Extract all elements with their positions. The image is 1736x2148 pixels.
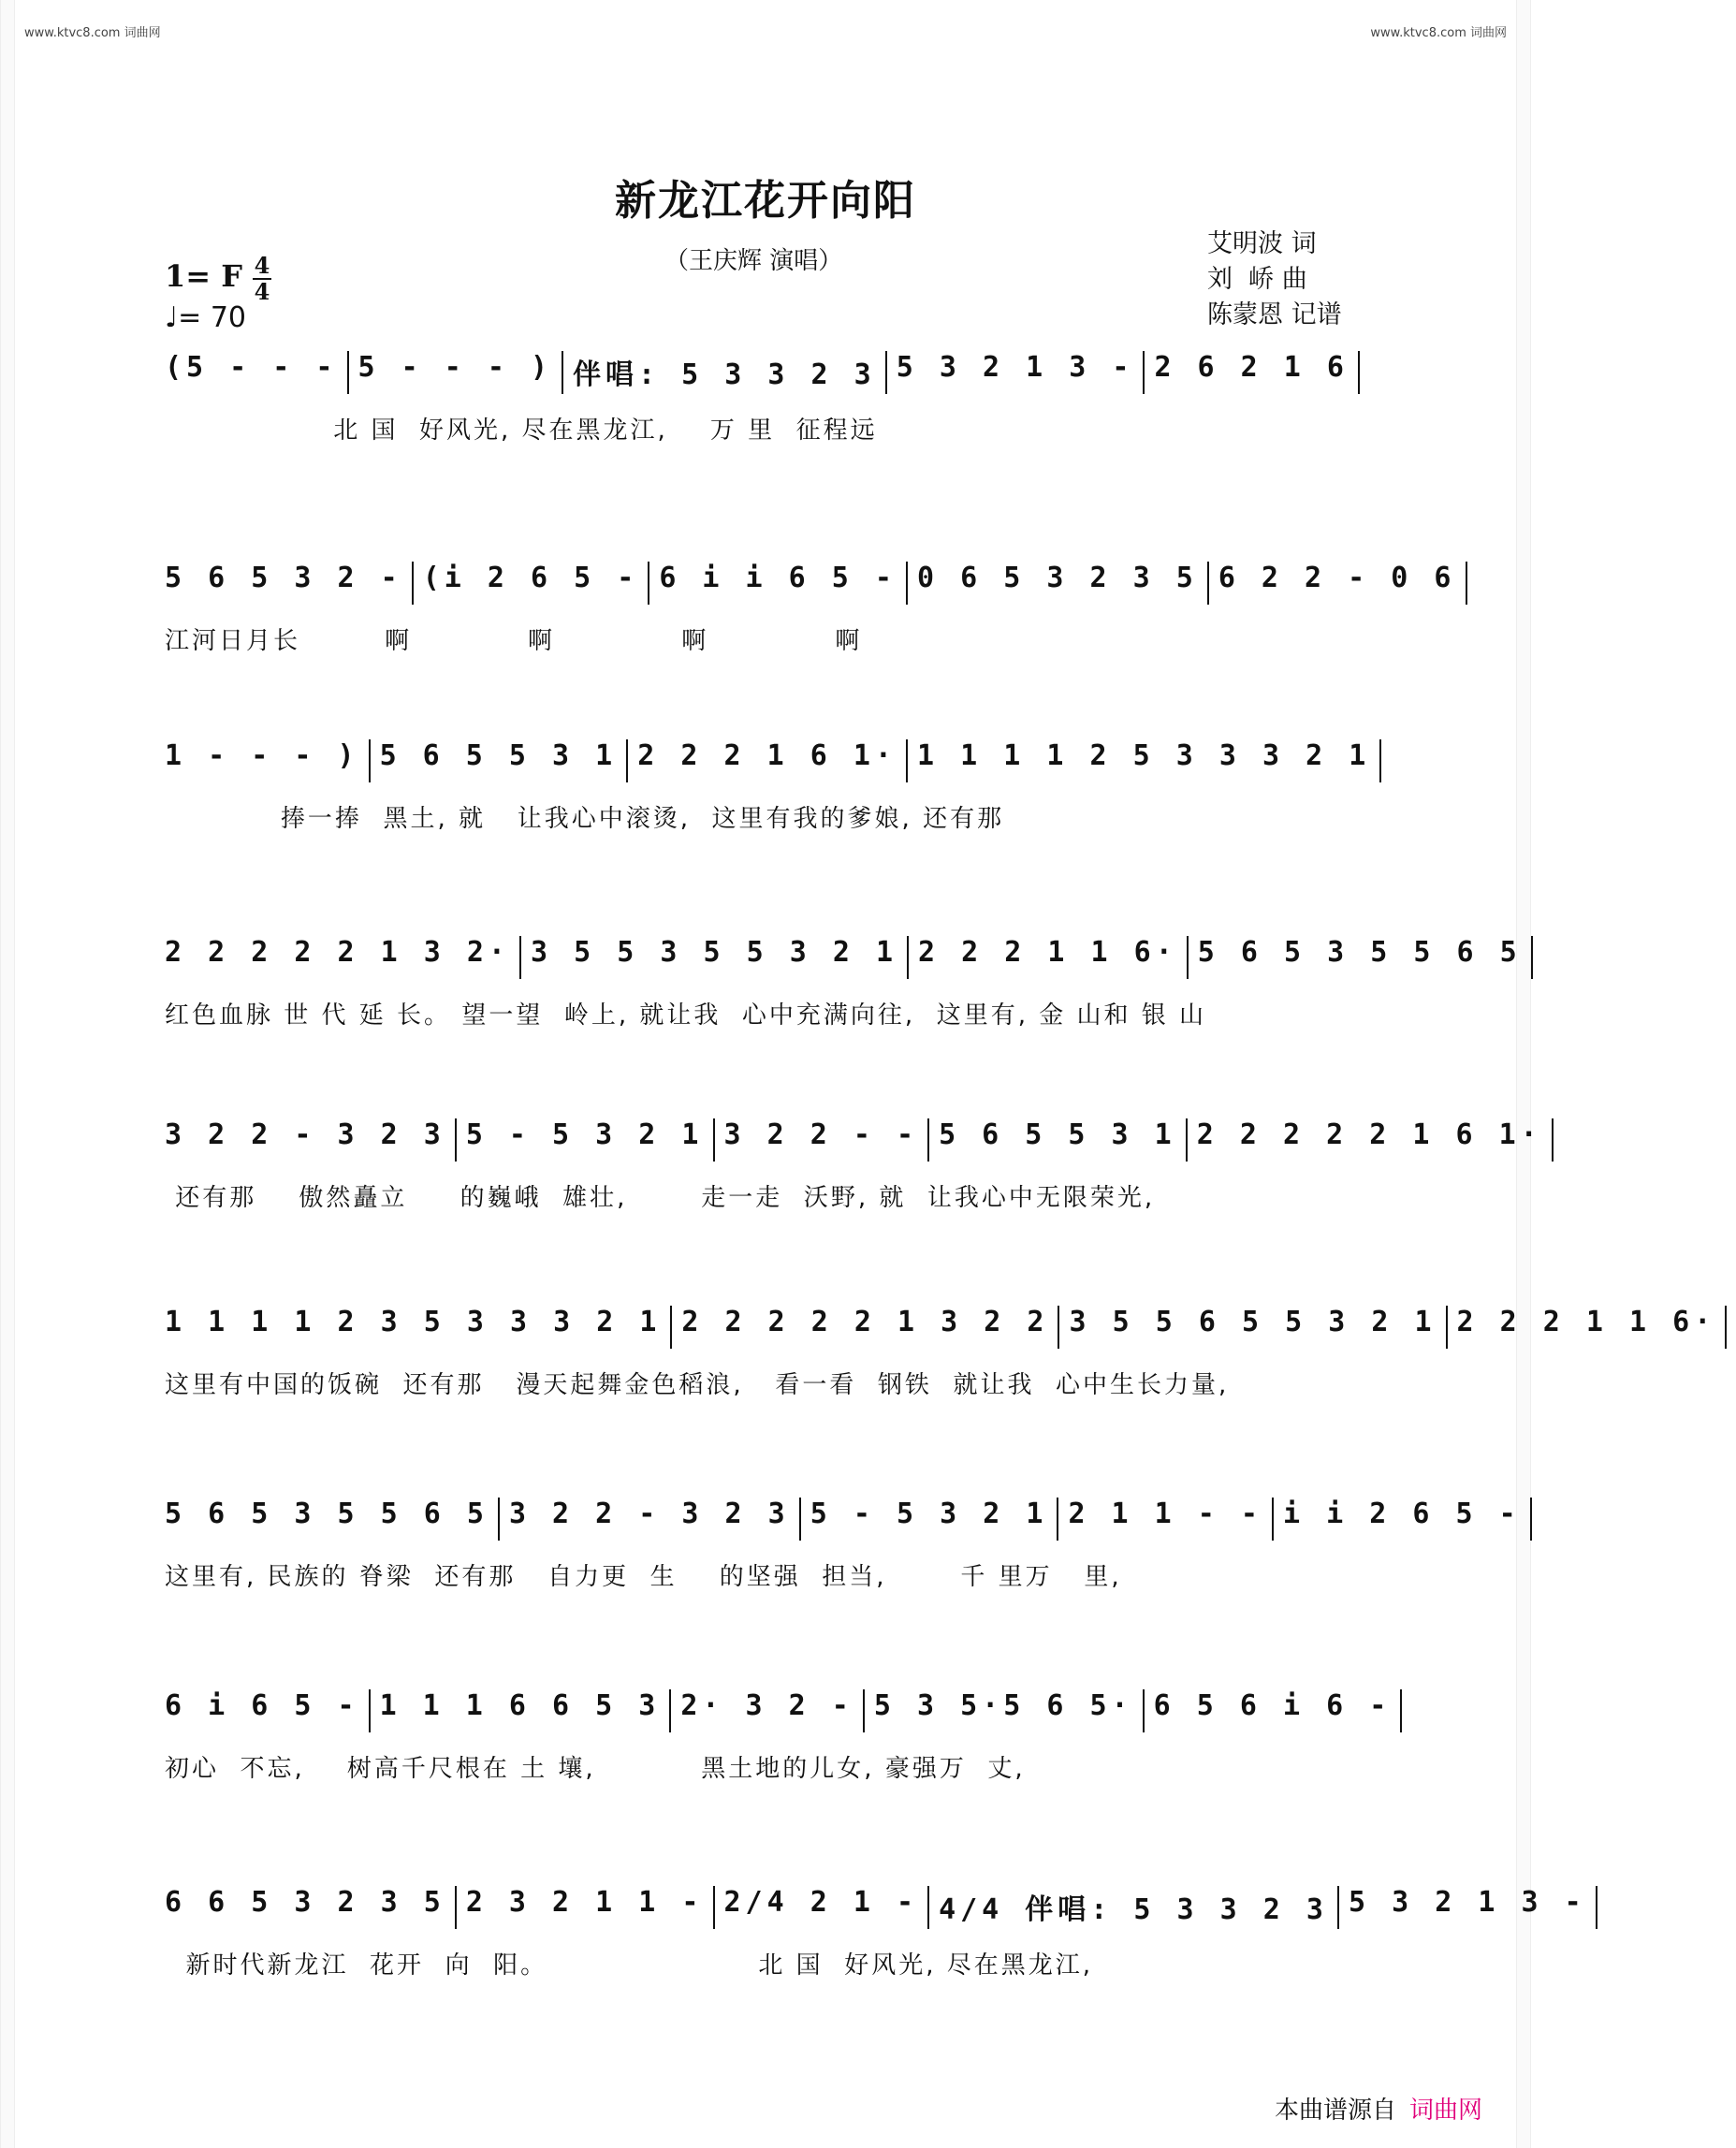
- left-margin-strip: [0, 0, 15, 2148]
- measure: 6 i i 6 5 -: [659, 562, 897, 594]
- barline: [1446, 1306, 1448, 1349]
- notes-line: [165, 1886, 1586, 1933]
- watermark-left: www.ktvc8.com 词曲网: [24, 26, 161, 40]
- measure: 2 2 2 1 6 1·: [637, 739, 897, 772]
- footer-source: [1275, 2091, 1482, 2126]
- barline: [1207, 562, 1209, 605]
- barline: [1530, 1498, 1532, 1541]
- credits: [1207, 226, 1342, 333]
- barline: [885, 351, 887, 394]
- barline: [713, 1886, 715, 1929]
- barline: [713, 1118, 715, 1162]
- barline: [626, 739, 628, 782]
- measure: 6 i 6 5 -: [165, 1689, 359, 1722]
- barline: [347, 351, 349, 394]
- staff-row: [165, 936, 1522, 1030]
- barline: [1143, 351, 1145, 394]
- time-signature-bottom: 4: [254, 278, 270, 305]
- lyrics-line: 这里有中国的饭碗 还有那 漫天起舞金色稻浪, 看一看 钢铁 就让我 心中生长力量,: [165, 1371, 1230, 1399]
- measure: 3 2 2 - 3 2 3: [508, 1498, 790, 1530]
- measure: 5 - - - ): [357, 351, 553, 384]
- measure: 2 2 2 2 2 1 3 2 2: [681, 1306, 1049, 1338]
- lyrics-line: 还有那 傲然矗立 的巍峨 雄壮, 走一走 沃野, 就 让我心中无限荣光,: [165, 1184, 1156, 1212]
- barline: [1725, 1306, 1727, 1349]
- notes-line: [165, 936, 1522, 983]
- barline: [1058, 1306, 1059, 1349]
- lyrics-line: 这里有, 民族的 脊梁 还有那 自力更 生 的坚强 担当, 千 里万 里,: [165, 1563, 1122, 1591]
- measure: 5 6 5 3 5 5 6 5: [165, 1498, 489, 1530]
- lyrics-line: 新时代新龙江 花开 向 阳。 北 国 好风光, 尽在黑龙江,: [165, 1951, 1093, 1980]
- notes-line: [165, 562, 1456, 608]
- measure: 2 2 2 1 1 6·: [918, 936, 1177, 969]
- measure: 5 6 5 3 5 5 6 5: [1197, 936, 1522, 969]
- barline: [1272, 1498, 1274, 1541]
- notes-line: [165, 1498, 1521, 1544]
- staff-row: [165, 1689, 1392, 1784]
- measure: 2 3 2 1 1 -: [465, 1886, 704, 1919]
- composer-credit: 刘 峤 曲: [1207, 265, 1307, 294]
- measure: 0 6 5 3 2 3 5: [917, 562, 1198, 594]
- staff-row: [165, 1118, 1542, 1213]
- notes-line: [165, 351, 1372, 398]
- barline: [1400, 1689, 1402, 1732]
- footer-brand: 词曲网: [1408, 2097, 1482, 2125]
- barline: [412, 562, 414, 605]
- barline: [1596, 1886, 1597, 1929]
- barline: [907, 936, 909, 979]
- barline: [927, 1886, 929, 1929]
- measure: 1 - - - ): [165, 739, 359, 772]
- measure: 2· 3 2 -: [680, 1689, 853, 1722]
- barline: [369, 1689, 371, 1732]
- measure: 5 - 5 3 2 1: [465, 1118, 704, 1151]
- song-title: 新龙江花开向阳: [615, 177, 916, 225]
- measure: 6 6 5 3 2 3 5: [165, 1886, 445, 1919]
- barline: [562, 351, 563, 394]
- staff-row: [165, 739, 1372, 834]
- barline: [670, 1306, 672, 1349]
- measure: 4/4 伴唱: 5 3 3 2 3: [939, 1893, 1328, 1926]
- measure: 2/4 2 1 -: [723, 1886, 919, 1919]
- lyrics-line: 捧一捧 黑土, 就 让我心中滚烫, 这里有我的爹娘, 还有那: [165, 805, 1005, 833]
- measure: 2 2 2 2 2 1 6 1·: [1196, 1118, 1542, 1151]
- barline: [519, 936, 521, 979]
- measure: 6 5 6 i 6 -: [1153, 1689, 1392, 1722]
- staff-row: [165, 1886, 1586, 1980]
- barline: [498, 1498, 500, 1541]
- measure: (i 2 6 5 -: [422, 562, 639, 594]
- watermark-right: www.ktvc8.com 词曲网: [1370, 26, 1507, 40]
- measure: 5 3 5·5 6 5·: [873, 1689, 1133, 1722]
- staff-row: [165, 1498, 1521, 1592]
- notes-line: [165, 739, 1372, 786]
- staff-row: [165, 562, 1456, 656]
- singer-credit: （王庆辉 演唱）: [664, 247, 843, 275]
- lyrics-line: 初心 不忘, 树高千尺根在 土 壤, 黑土地的儿女, 豪强万 丈,: [165, 1755, 1026, 1783]
- measure: 3 5 5 3 5 5 3 2 1: [530, 936, 898, 969]
- measure: 2 6 2 1 6: [1154, 351, 1349, 384]
- notes-line: [165, 1118, 1542, 1165]
- lyricist-credit: 艾明波 词: [1207, 229, 1317, 258]
- barline: [799, 1498, 801, 1541]
- barline: [1531, 936, 1533, 979]
- barline: [455, 1886, 457, 1929]
- staff-row: [165, 1306, 1716, 1400]
- barline: [1552, 1118, 1554, 1162]
- barline: [455, 1118, 457, 1162]
- barline: [1358, 351, 1360, 394]
- barline: [1143, 1689, 1145, 1732]
- measure: 5 3 2 1 3 -: [896, 351, 1134, 384]
- notes-line: [165, 1306, 1716, 1352]
- barline: [906, 562, 908, 605]
- footer-text: 本曲谱源自: [1274, 2097, 1396, 2125]
- measure: 伴唱: 5 3 3 2 3: [573, 358, 876, 391]
- barline: [1187, 936, 1189, 979]
- right-margin-strip: [1516, 0, 1531, 2148]
- measure: 5 6 5 3 2 -: [165, 562, 402, 594]
- measure: 1 1 1 1 2 5 3 3 3 2 1: [917, 739, 1371, 772]
- measure: 3 2 2 - -: [723, 1118, 919, 1151]
- time-signature-top: 4: [254, 252, 270, 279]
- barline: [669, 1689, 671, 1732]
- measure: 5 3 2 1 3 -: [1349, 1886, 1586, 1919]
- notes-line: [165, 1689, 1392, 1736]
- barline: [1379, 739, 1381, 782]
- barline: [906, 739, 908, 782]
- barline: [648, 562, 649, 605]
- measure: 2 1 1 - -: [1068, 1498, 1262, 1530]
- barline: [369, 739, 371, 782]
- measure: (5 - - -: [165, 351, 338, 384]
- measure: 5 6 5 5 3 1: [379, 739, 618, 772]
- barline: [863, 1689, 865, 1732]
- measure: 1 1 1 1 2 3 5 3 3 3 2 1: [165, 1306, 662, 1338]
- key-signature: 1= F: [165, 258, 242, 294]
- measure: 5 - 5 3 2 1: [810, 1498, 1048, 1530]
- measure: 2 2 2 1 1 6·: [1456, 1306, 1716, 1338]
- barline: [1057, 1498, 1058, 1541]
- barline: [1186, 1118, 1188, 1162]
- barline: [927, 1118, 929, 1162]
- lyrics-line: 北 国 好风光, 尽在黑龙江, 万 里 征程远: [165, 416, 878, 445]
- lyrics-line: 江河日月长 啊 啊 啊 啊: [165, 627, 863, 655]
- barline: [1337, 1886, 1339, 1929]
- measure: 6 2 2 - 0 6: [1218, 562, 1456, 594]
- staff-row: [165, 351, 1372, 446]
- measure: 1 1 1 6 6 5 3: [379, 1689, 661, 1722]
- tempo-marking: ♩= 70: [165, 301, 246, 334]
- measure: 5 6 5 5 3 1: [939, 1118, 1176, 1151]
- transcriber-credit: 陈蒙恩 记谱: [1207, 300, 1342, 329]
- time-signature: [253, 252, 271, 305]
- measure: 2 2 2 2 2 1 3 2·: [165, 936, 510, 969]
- measure: 3 5 5 6 5 5 3 2 1: [1069, 1306, 1437, 1338]
- measure: i i 2 6 5 -: [1283, 1498, 1521, 1530]
- measure: 3 2 2 - 3 2 3: [165, 1118, 445, 1151]
- barline: [1466, 562, 1467, 605]
- lyrics-line: 红色血脉 世 代 延 长。 望一望 岭上, 就让我 心中充满向往, 这里有, 金 山和 银 山: [165, 1001, 1207, 1030]
